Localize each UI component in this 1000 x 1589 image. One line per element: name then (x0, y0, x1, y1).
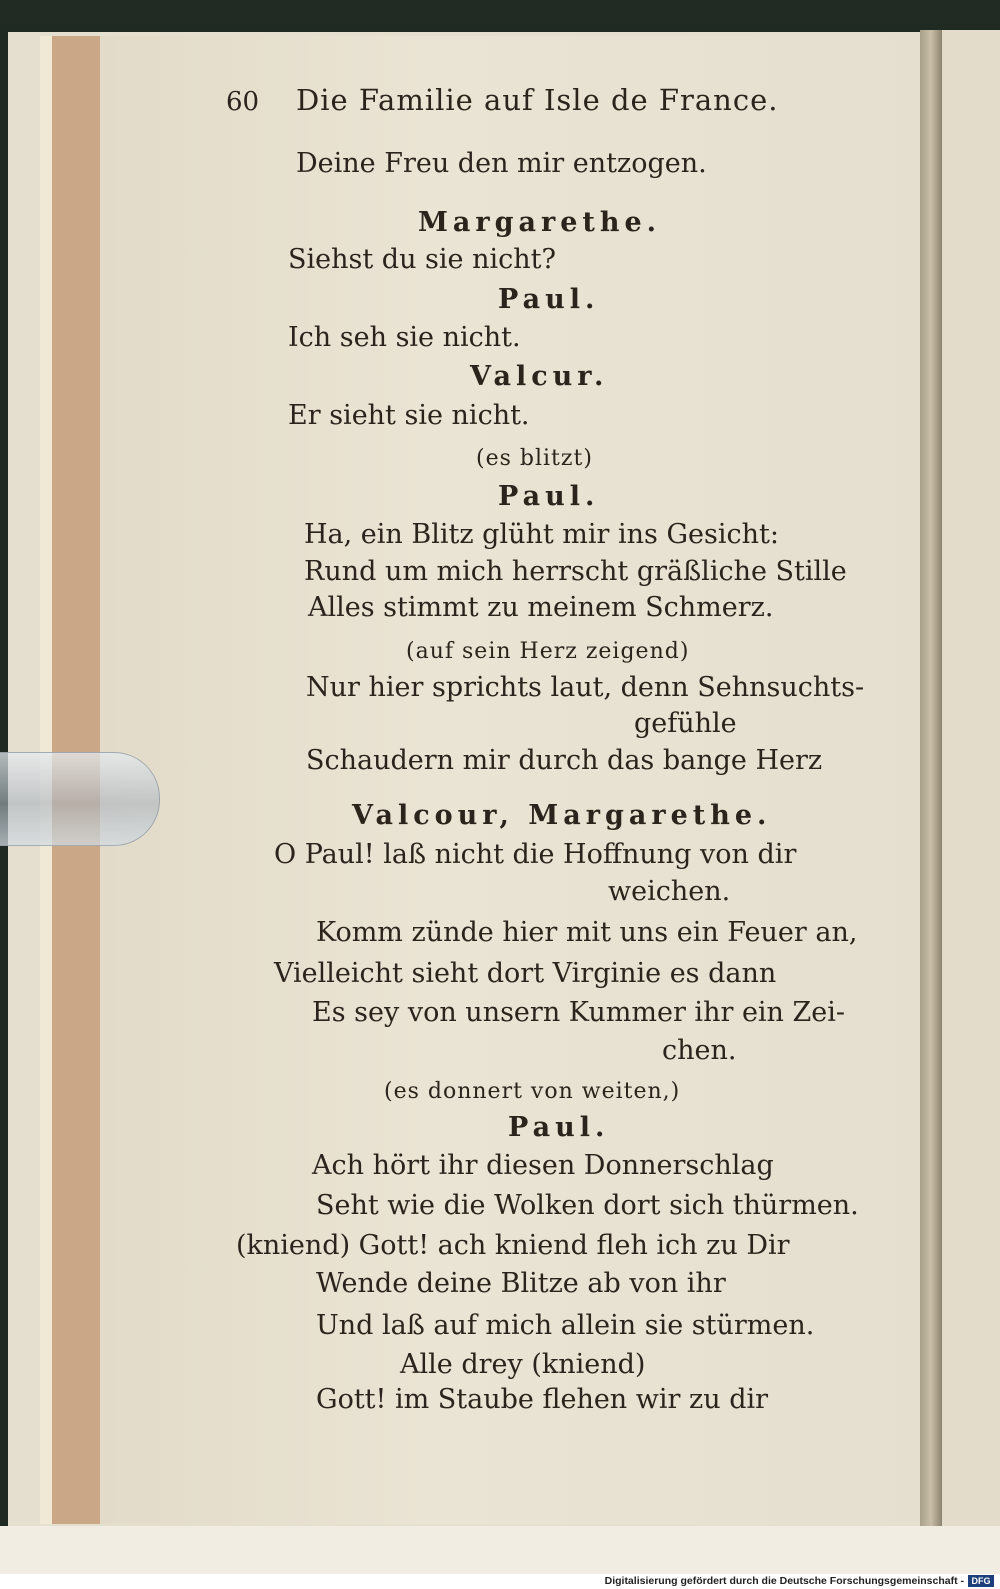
funding-note: Digitalisierung gefördert durch die Deutsche Forschungsgemeinschaft - (604, 1575, 964, 1587)
text-line: Ha, ein Blitz glüht mir ins Gesicht: (304, 519, 779, 550)
speaker-name: Valcour, Margarethe. (352, 800, 772, 831)
text-line: Wende deine Blitze ab von ihr (316, 1268, 726, 1299)
scan-background (0, 0, 1000, 24)
text-line: chen. (662, 1035, 737, 1066)
text-line: Deine Freu den mir entzogen. (296, 148, 707, 179)
text-line: (kniend) Gott! ach kniend fleh ich zu Dir (236, 1230, 790, 1261)
page-number: 60 (226, 87, 260, 117)
book-gutter (920, 30, 942, 1526)
dfg-logo-icon: DFG (968, 1575, 994, 1587)
text-line: Siehst du sie nicht? (288, 244, 556, 275)
text-line: Alle drey (kniend) (400, 1349, 646, 1380)
text-line: Ich seh sie nicht. (288, 322, 521, 353)
text-line: Vielleicht sieht dort Virginie es dann (274, 958, 777, 989)
text-line: Und laß auf mich allein sie stürmen. (316, 1310, 815, 1341)
speaker-name: Paul. (498, 284, 600, 315)
speaker-name: Paul. (508, 1112, 610, 1143)
text-line: Schaudern mir durch das bange Herz (306, 745, 823, 776)
stage-direction: (es blitzt) (476, 446, 593, 471)
text-line: gefühle (634, 708, 737, 739)
text-line: O Paul! laß nicht die Hoffnung von dir (274, 839, 797, 870)
text-line: Rund um mich herrscht gräßliche Stille (304, 556, 847, 587)
text-line: Komm zünde hier mit uns ein Feuer an, (316, 917, 858, 948)
stage-direction: (auf sein Herz zeigend) (406, 639, 690, 664)
page-clip (0, 752, 160, 846)
text-line: Seht wie die Wolken dort sich thürmen. (316, 1190, 859, 1221)
scan-bottom-margin (0, 1526, 1000, 1576)
text-line: Er sieht sie nicht. (288, 400, 530, 431)
text-line: Nur hier sprichts laut, denn Sehnsuchts- (306, 672, 865, 703)
speaker-name: Valcur. (470, 361, 609, 392)
running-title: Die Familie auf Isle de France. (296, 83, 779, 117)
text-line: weichen. (608, 876, 731, 907)
text-line: Ach hört ihr diesen Donnerschlag (312, 1150, 774, 1181)
text-line: Gott! im Staube flehen wir zu dir (316, 1384, 769, 1415)
text-line: Es sey von unsern Kummer ihr ein Zei- (312, 997, 846, 1028)
text-line: Alles stimmt zu meinem Schmerz. (308, 592, 774, 623)
speaker-name: Margarethe. (418, 207, 662, 238)
stage-direction: (es donnert von weiten,) (384, 1079, 681, 1104)
speaker-name: Paul. (498, 481, 600, 512)
facing-page (942, 30, 1000, 1530)
